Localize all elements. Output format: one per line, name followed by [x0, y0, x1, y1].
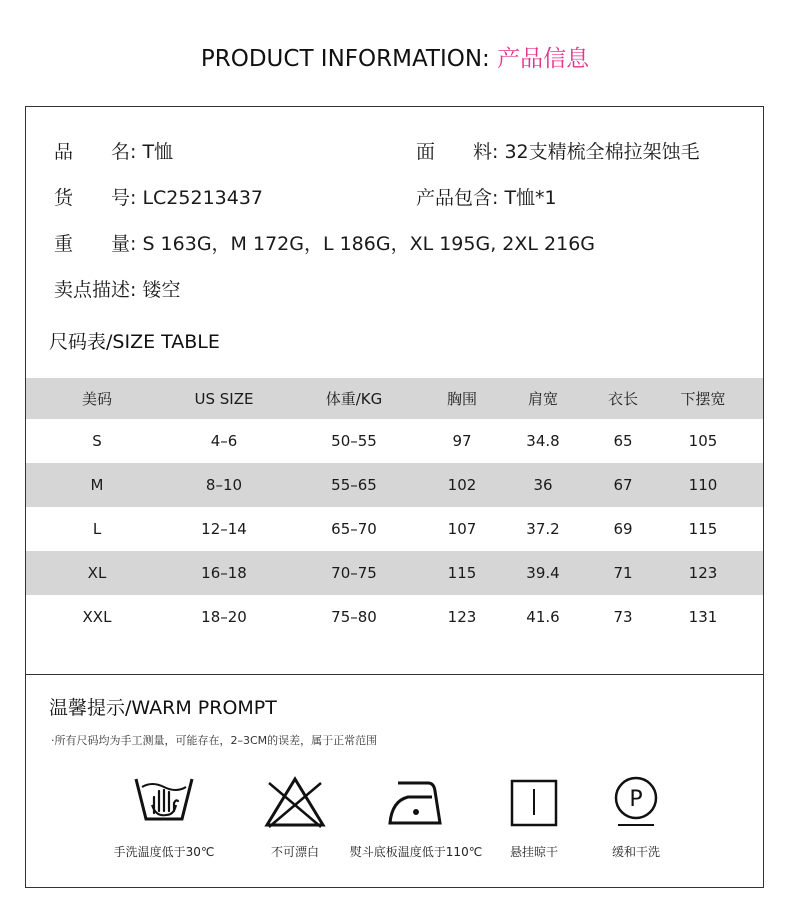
table-cell: 55–65 [331, 476, 377, 494]
size-table-title: 尺码表/SIZE TABLE [49, 331, 220, 353]
table-cell: 69 [613, 520, 633, 538]
table-cell: 12–14 [201, 520, 247, 538]
info-selling-value: 镂空 [142, 279, 181, 301]
table-cell: XXL [82, 608, 112, 626]
info-sku-row [54, 183, 263, 210]
table-cell: 41.6 [526, 608, 560, 626]
info-fabric-row [416, 137, 700, 164]
table-cell: 39.4 [526, 564, 560, 582]
table-cell: 115 [688, 520, 718, 538]
table-cell: 36 [533, 476, 553, 494]
table-header-cell: 肩宽 [527, 390, 558, 408]
header-title-cn: 产品信息 [497, 46, 590, 72]
measurement-note: ·所有尺码均为手工测量，可能存在，2–3CM的误差，属于正常范围 [51, 734, 378, 747]
no-bleach-icon [263, 775, 327, 831]
info-fabric-value: 32支精梳全棉拉架蚀毛 [504, 141, 700, 163]
table-cell: XL [87, 564, 107, 582]
table-header-row [26, 378, 763, 419]
hang-dry-icon [502, 775, 566, 831]
info-selling-label: 卖点描述: [54, 279, 137, 301]
header-title-en: PRODUCT INFORMATION: [200, 46, 490, 72]
table-cell: 4–6 [210, 432, 238, 450]
iron-low-icon [384, 775, 448, 831]
product-card [25, 106, 764, 888]
table-cell: 75–80 [331, 608, 377, 626]
table-row [26, 419, 763, 463]
info-weight-value: S 163G，M 172G，L 186G，XL 195G, 2XL 216G [142, 233, 596, 255]
table-row [26, 551, 763, 595]
table-cell: 16–18 [201, 564, 247, 582]
svg-text:P: P [629, 787, 643, 812]
table-cell: 18–20 [201, 608, 247, 626]
table-header-cell: 下摆宽 [680, 390, 726, 408]
table-row [26, 595, 763, 639]
info-selling-row [54, 275, 180, 302]
info-package-label: 产品包含: [416, 187, 499, 209]
table-cell: 70–75 [331, 564, 377, 582]
table-header-cell: 胸围 [446, 390, 477, 408]
info-package-value: T恤*1 [504, 187, 557, 209]
info-sku-value: LC25213437 [142, 187, 264, 209]
info-name-label: 品 名: [54, 141, 137, 163]
table-cell: 115 [447, 564, 477, 582]
table-row [26, 463, 763, 507]
info-sku-label: 货 号: [54, 187, 137, 209]
info-name-row [54, 137, 173, 164]
table-cell: 73 [613, 608, 633, 626]
table-header-cell: 体重/KG [325, 390, 383, 408]
table-cell: 131 [688, 608, 718, 626]
care-item-no-bleach [225, 775, 365, 859]
info-weight-row [54, 229, 595, 256]
table-cell: 67 [613, 476, 633, 494]
info-name-value: T恤 [142, 141, 174, 163]
table-row [26, 507, 763, 551]
table-cell: 71 [613, 564, 633, 582]
care-item-hand-wash [94, 775, 234, 859]
table-cell: M [90, 476, 104, 494]
table-cell: 105 [688, 432, 718, 450]
size-table [26, 378, 763, 639]
table-cell: 34.8 [526, 432, 560, 450]
care-label: 手洗温度低于30℃ [113, 845, 215, 859]
table-header-cell: 美码 [81, 390, 112, 408]
table-header-cell: 衣长 [607, 390, 638, 408]
table-cell: 102 [447, 476, 477, 494]
care-label: 悬挂晾干 [509, 845, 558, 859]
table-cell: 123 [447, 608, 477, 626]
hand-wash-icon [132, 775, 196, 831]
table-cell: 110 [688, 476, 718, 494]
table-cell: 37.2 [526, 520, 560, 538]
table-header-cell: US SIZE [194, 389, 254, 408]
care-label: 不可漂白 [270, 845, 319, 859]
dry-clean-p-icon [604, 775, 668, 831]
care-label: 缓和干洗 [611, 845, 660, 859]
table-cell: S [92, 432, 102, 450]
info-fabric-label: 面 料: [416, 141, 499, 163]
table-cell: 107 [447, 520, 477, 538]
warm-prompt-title: 温馨提示/WARM PROMPT [49, 697, 277, 719]
table-cell: 65 [613, 432, 633, 450]
table-cell: 65–70 [331, 520, 377, 538]
info-weight-label: 重 量: [54, 233, 137, 255]
care-item-dry-clean [566, 775, 706, 859]
care-label: 熨斗底板温度低于110℃ [349, 845, 483, 859]
table-cell: 123 [688, 564, 718, 582]
table-cell: L [92, 520, 102, 538]
table-cell: 8–10 [205, 476, 243, 494]
table-cell: 50–55 [331, 432, 377, 450]
section-divider [26, 674, 763, 675]
page-header [0, 40, 790, 73]
info-package-row [416, 183, 557, 210]
table-cell: 97 [452, 432, 472, 450]
